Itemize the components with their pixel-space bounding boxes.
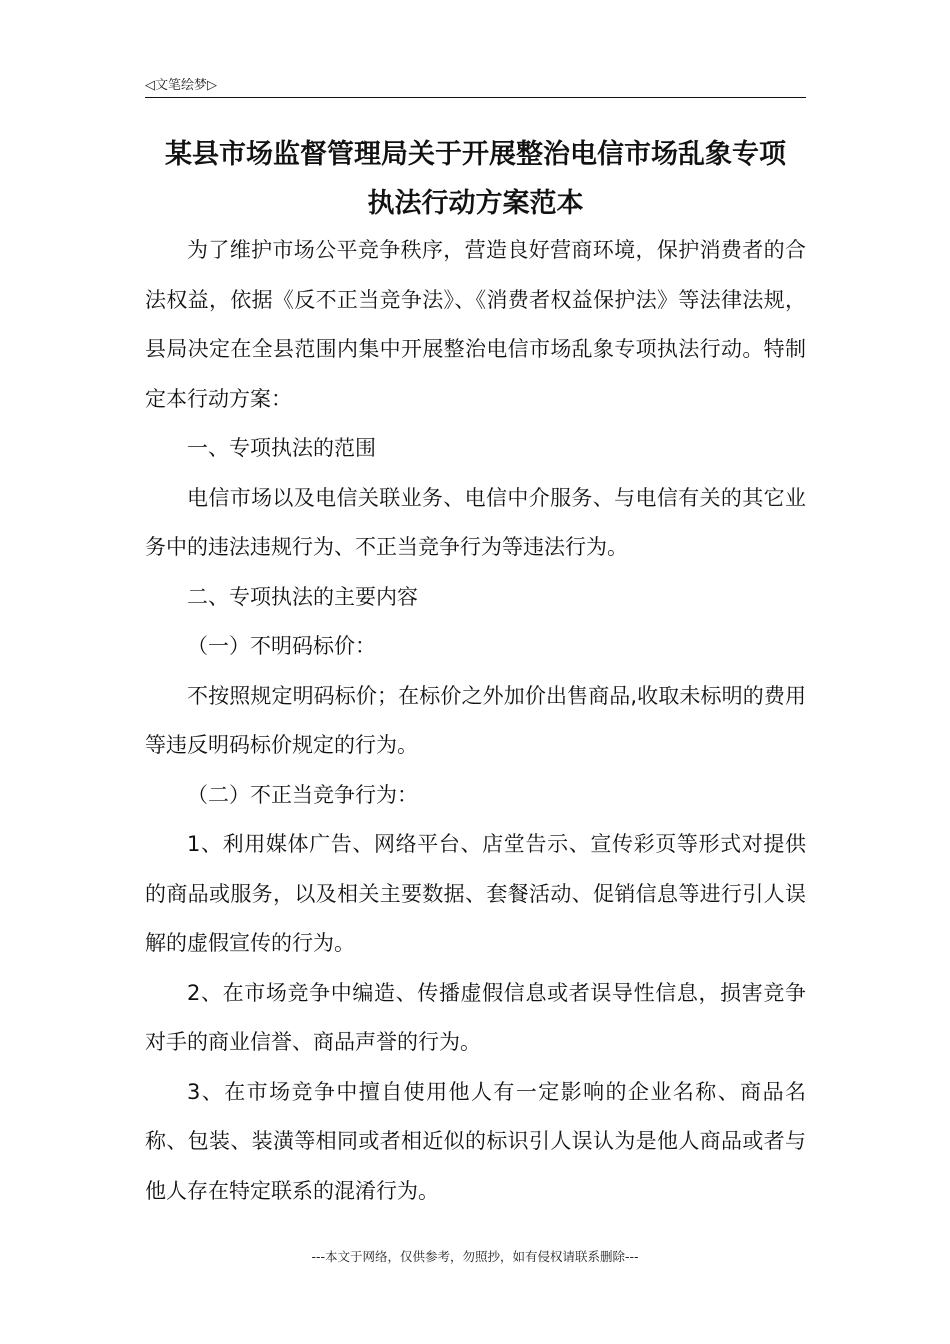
subheading-price-marking: （一）不明码标价： [187,634,376,658]
paragraph-item-2: 2、在市场竞争中编造、传播虚假信息或者误导性信息，损害竞争对手的商业信誉、商品声誉的行为。 [145,980,806,1054]
paragraph-item-1: 1、利用媒体广告、网络平台、店堂告示、宣传彩页等形式对提供的商品或服务，以及相关主要数据、套餐活动、促销信息等进行引人误解的虚假宣传的行为。 [145,832,806,955]
title-line-1: 某县市场监督管理局关于开展整治电信市场乱象专项 [165,139,786,170]
document-footer: ---本文于网络，仅供参考，勿照抄，如有侵权请联系删除--- [311,1249,639,1264]
paragraph-intro: 为了维护市场公平竞争秩序，营造良好营商环境，保护消费者的合法权益，依据《反不正当竞争法》、《消费者权益保护法》等法律法规，县局决定在全县范围内集中开展整治电信市场乱象专项执法行动。特制定本行动方案： [145,238,806,411]
paragraph-price-marking: 不按照规定明码标价；在标价之外加价出售商品,收取未标明的费用等违反明码标价规定的行为。 [145,683,806,757]
document-body [145,226,806,1216]
title-line-2: 执法行动方案范本 [367,188,584,219]
document-title [145,130,806,228]
paragraph-scope: 电信市场以及电信关联业务、电信中介服务、与电信有关的其它业务中的违法违规行为、不正当竞争行为等违法行为。 [145,485,806,559]
header-divider [145,97,806,98]
paragraph-item-3: 3、在市场竞争中擅自使用他人有一定影响的企业名称、商品名称、包装、装潢等相同或者相近似的标识引人误认为是他人商品或者与他人存在特定联系的混淆行为。 [145,1079,806,1203]
heading-scope: 一、专项执法的范围 [187,436,376,460]
subheading-unfair-competition: （二）不正当竞争行为： [187,782,418,807]
heading-main-content: 二、专项执法的主要内容 [187,584,418,609]
document-header: ◁文笔绘梦▷ [145,78,217,93]
